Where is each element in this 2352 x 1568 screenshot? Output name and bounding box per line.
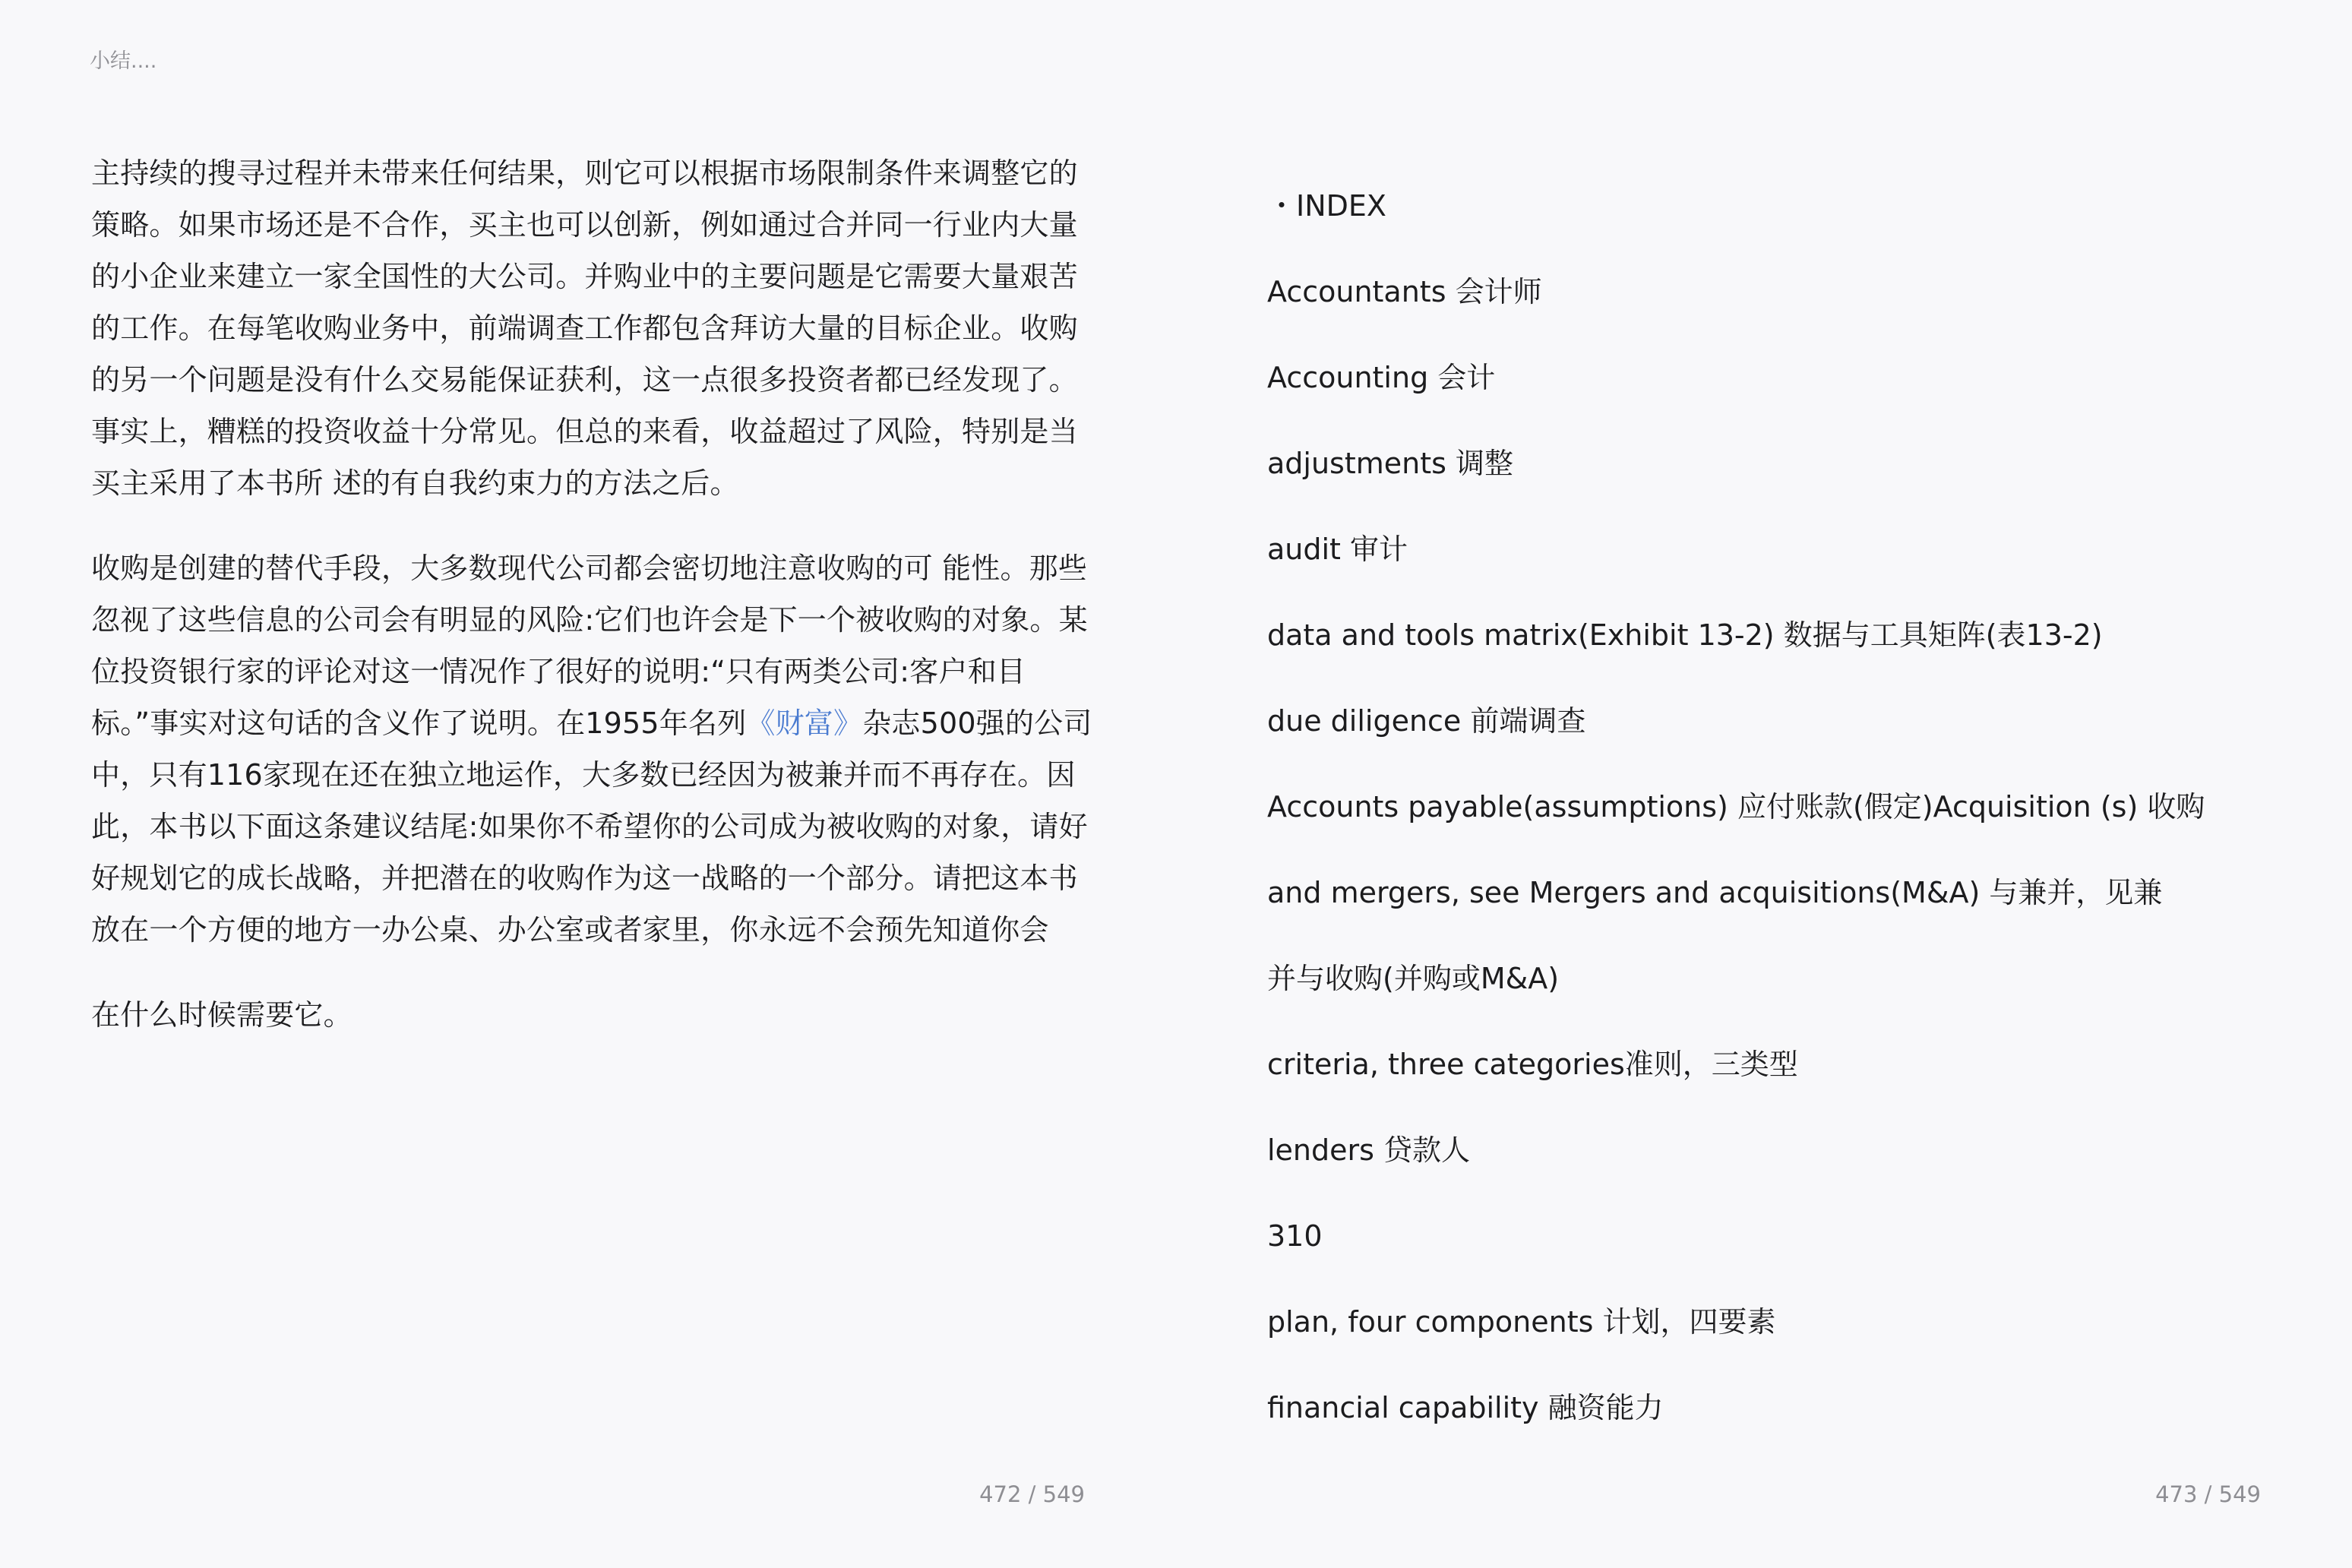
index-entry: lenders 贷款人 [1267, 1133, 1471, 1167]
paragraph: 主持续的搜寻过程并未带来任何结果，则它可以根据市场限制条件来调整它的策略。如果市场还是不合作，买主也可以创新，例如通过合并同一行业内大量的小企业来建立一家全国性的大公司。并购业中的主要问题是它需要大量艰苦的工作。在每笔收购业务中，前端调查工作都包含拜访大量的目标企业。收购的另一个问题是没有什么交易能保证获利，这一点很多投资者都已经发现了。事实上，糟糕的投资收益十分常见。但总的来看，收益超过了风险，特别是当买主采用了本书所 述的有自我约束力的方法之后。 [91, 156, 1078, 500]
index-entry: data and tools matrix(Exhibit 13-2) 数据与工具矩阵(表13-2) [1267, 618, 2103, 652]
page-number: 473 / 549 [2155, 1481, 2261, 1507]
page-number: 472 / 549 [979, 1481, 1085, 1507]
index-entry: 并与收购(并购或M&A) [1267, 962, 1560, 995]
index-entry: plan, four components 计划，四要素 [1267, 1305, 1776, 1339]
index-list [1267, 181, 2278, 1468]
left-page-body [91, 147, 1094, 1074]
paragraph-text: 收购是创建的替代手段，大多数现代公司都会密切地注意收购的可 能性。那些忽视了这些信息的公司会有明显的风险:它们也许会是下一个被收购的对象。某位投资银行家的评论对这一情况作了很好的说明:“只有两类公司:客户和目标。”事实对这句话的含义作了说明。在1955年名列 [91, 552, 1088, 740]
book-link[interactable]: 《财富》 [746, 707, 863, 740]
chapter-title: 小结.... [90, 49, 157, 73]
paragraph-text: 杂志500强的公司中，只有116家现在还在独立地运作，大多数已经因为被兼并而不再存在。因此，本书以下面这条建议结尾:如果你不希望你的公司成为被收购的对象，请好好规划它的成长战略，并把潜在的收购作为这一战略的一个部分。请把这本书放在一个方便的地方一办公桌、办公室或者家里，你永远不会预先知道你会 [91, 707, 1092, 947]
index-entry: due diligence 前端调查 [1267, 704, 1586, 738]
index-entry: adjustments 调整 [1267, 447, 1514, 480]
paragraph: 在什么时候需要它。 [91, 998, 352, 1032]
index-heading: ・INDEX [1267, 189, 1386, 223]
index-entry: Accountants 会计师 [1267, 275, 1542, 308]
right-page [1176, 0, 2352, 1568]
index-entry: 310 [1267, 1219, 1323, 1253]
index-entry: and mergers, see Mergers and acquisitions(M&A) 与兼并，见兼 [1267, 876, 2163, 909]
index-entry: Accounts payable(assumptions) 应付账款(假定)Acquisition (s) 收购 [1267, 790, 2205, 824]
index-entry: audit 审计 [1267, 533, 1408, 566]
index-entry: criteria, three categories准则，三类型 [1267, 1048, 1798, 1081]
index-entry: Accounting 会计 [1267, 361, 1496, 394]
paragraph [91, 542, 1094, 956]
index-entry: financial capability 融资能力 [1267, 1391, 1664, 1424]
